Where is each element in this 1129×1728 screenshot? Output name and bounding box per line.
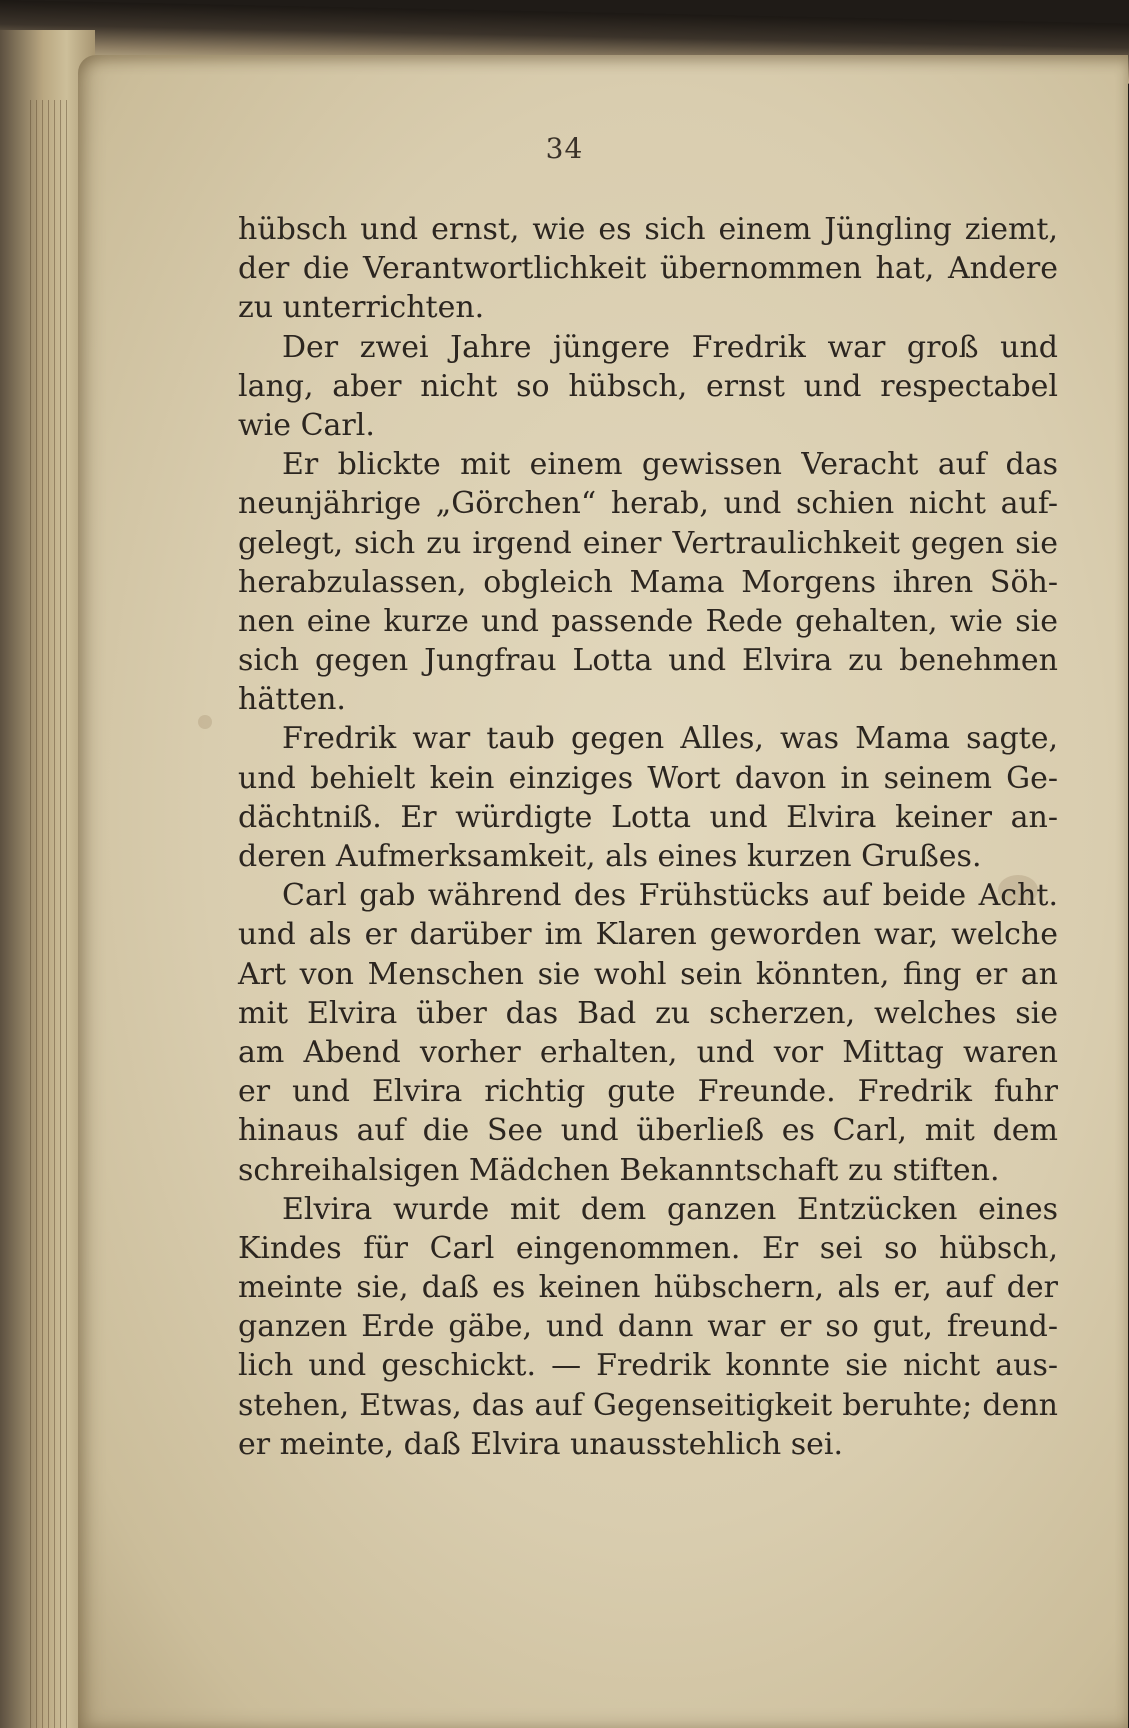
text-line: Kindes für Carl eingenommen. Er sei so hübsch, (238, 1230, 1058, 1266)
text-line: mit Elvira über das Bad zu scherzen, welches sie (238, 995, 1058, 1031)
text-line: und als er darüber im Klaren geworden war, welche (238, 917, 1058, 953)
text-line: Der zwei Jahre jüngere Fredrik war groß und (282, 329, 1058, 365)
text-line: nen eine kurze und passende Rede gehalten, wie sie (238, 603, 1058, 639)
text-line: wie Carl. (238, 407, 375, 443)
text-line: ganzen Erde gäbe, und dann war er so gut, freund- (238, 1309, 1058, 1345)
text-line: Elvira wurde mit dem ganzen Entzücken eines (282, 1191, 1058, 1227)
body-text (238, 210, 1058, 1464)
text-line: hübsch und ernst, wie es sich einem Jüngling ziemt, (238, 212, 1058, 247)
text-line: Carl gab während des Frühstücks auf beide Acht. (282, 878, 1058, 914)
text-line: er meinte, daß Elvira unausstehlich sei. (238, 1426, 843, 1462)
text-line: und behielt kein einziges Wort davon in seinem Ge- (238, 760, 1058, 796)
text-line: sich gegen Jungfrau Lotta und Elvira zu benehmen (238, 643, 1058, 679)
text-line: Art von Menschen sie wohl sein könnten, fing er an (238, 956, 1058, 992)
text-line: neunjährige „Görchen“ herab, und schien nicht auf- (238, 486, 1058, 522)
text-line: deren Aufmerksamkeit, als eines kurzen Grußes. (238, 839, 982, 874)
text-line: herabzulassen, obgleich Mama Morgens ihren Söh- (238, 564, 1058, 600)
paper-stain (198, 715, 212, 729)
text-line: stehen, Etwas, das auf Gegenseitigkeit beruhte; denn (238, 1387, 1058, 1423)
text-line: dächtniß. Er würdigte Lotta und Elvira keiner an- (238, 799, 1058, 835)
text-line: hinaus auf die See und überließ es Carl, mit dem (238, 1113, 1058, 1149)
text-line: hätten. (238, 682, 346, 718)
text-line: am Abend vorher erhalten, und vor Mittag waren (238, 1034, 1058, 1070)
text-line: lang, aber nicht so hübsch, ernst und respectabel (238, 368, 1058, 404)
text-line: Fredrik war taub gegen Alles, was Mama sagte, (282, 721, 1058, 757)
text-line: Er blickte mit einem gewissen Veracht auf das (282, 447, 1058, 483)
text-line: zu unterrichten. (238, 290, 485, 326)
text-line: er und Elvira richtig gute Freunde. Fredrik fuhr (238, 1074, 1058, 1110)
text-line: gelegt, sich zu irgend einer Vertraulichkeit gegen sie (238, 525, 1058, 561)
text-line: der die Verantwortlichkeit übernommen hat, Andere (238, 251, 1058, 287)
text-line: schreihalsigen Mädchen Bekanntschaft zu stiften. (238, 1152, 1000, 1188)
text-line: meinte sie, daß es keinen hübschern, als er, auf der (238, 1270, 1058, 1306)
text-line: lich und geschickt. — Fredrik konnte sie nicht aus- (238, 1348, 1058, 1384)
page-edges-texture (30, 100, 70, 1728)
page-number: 34 (545, 132, 584, 165)
